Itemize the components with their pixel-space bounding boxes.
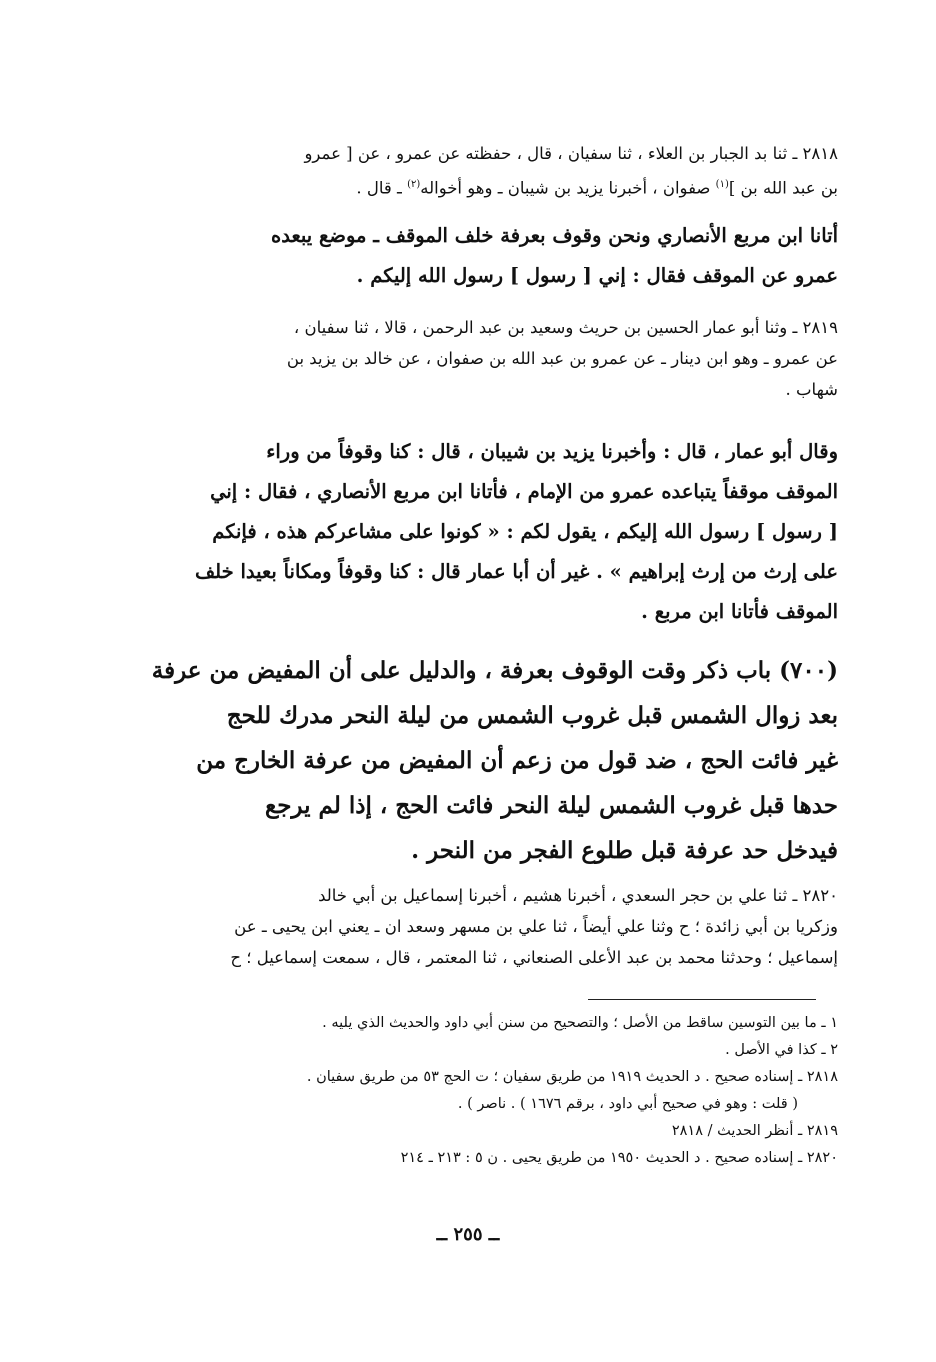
footnote: ٢ ـ كذا في الأصل .: [725, 1042, 838, 1058]
hadith-2819-matn: [166, 432, 838, 632]
footnote: ( قلت : وهو في صحيح أبي داود ، برقم ١٦٧٦ ) . ناصر ) .: [457, 1096, 798, 1112]
hadith-2819-isnad: [166, 312, 838, 405]
isnad-line: وزكريا بن أبي زائدة ؛ ح وثنا علي أيضاً ، ثنا علي بن مسهر وسعد ان ـ يعني ابن يحيى ـ عن: [234, 917, 838, 936]
matn-line: عمرو عن الموقف فقال : إني [ رسول ] رسول الله إليكم .: [356, 264, 838, 287]
isnad-fragment: صفوان ، أخبرنا يزيد بن شيبان ـ وهو أخواله: [420, 178, 716, 198]
isnad-line: عن عمرو ـ وهو ابن دينار ـ عن عمرو بن عبد الله بن صفوان ، عن خالد بن يزيد بن: [286, 349, 838, 368]
footnote: ٢٨٢٠ ـ إسناده صحيح . د الحديث ١٩٥٠ من طريق يحيى . ن ٥ : ٢١٣ ـ ٢١٤: [400, 1150, 838, 1166]
footnote: ٢٨١٨ ـ إسناده صحيح . د الحديث ١٩١٩ من طريق سفيان ؛ ت الحج ٥٣ من طريق سفيان .: [306, 1069, 838, 1085]
isnad-line: إسماعيل ؛ وحدثنا محمد بن عبد الأعلى الصنعاني ، ثنا المعتمر ، قال ، سمعت إسماعيل ؛ ح: [230, 948, 838, 967]
isnad-line: ٢٨٢٠ ـ ثنا علي بن حجر السعدي ، أخبرنا هشيم ، أخبرنا إسماعيل بن أبي خالد: [318, 886, 838, 905]
isnad-fragment: ـ قال .: [356, 178, 408, 198]
heading-line: غير فائت الحج ، ضد قول من زعم أن المفيض من عرفة الخارج من: [196, 747, 838, 774]
footnote: ٢٨١٩ ـ أنظر الحديث / ٢٨١٨: [671, 1123, 838, 1139]
hadith-2818-isnad: [166, 138, 838, 204]
matn-line: أتانا ابن مربع الأنصاري ونحن وقوف بعرفة خلف الموقف ـ موضع يبعده: [271, 224, 838, 247]
footnote: ١ ـ ما بين التوسين ساقط من الأصل ؛ والتصحيح من سنن أبي داود والحديث الذي يليه .: [322, 1015, 838, 1031]
isnad-line: ٢٨١٩ ـ وثنا أبو عمار الحسين بن حريث وسعيد بن عبد الرحمن ، قالا ، ثنا سفيان ،: [293, 318, 838, 337]
footnote-divider: [588, 999, 816, 1000]
heading-line: فيدخل حد عرفة قبل طلوع الفجر من النحر .: [411, 837, 838, 864]
isnad-line: ٢٨١٨ ـ ثنا بد الجبار بن العلاء ، ثنا سفيان ، قال ، حفظته عن عمرو ، عن [ عمرو: [304, 144, 838, 163]
isnad-line: [166, 169, 838, 204]
heading-line: (٧٠٠) باب ذكر وقت الوقوف بعرفة ، والدليل على أن المفيض من عرفة: [151, 657, 838, 684]
footnotes: [166, 1010, 838, 1172]
hadith-2818-matn: [166, 216, 838, 296]
footnote-marker: (١): [715, 179, 729, 190]
page-number: ــ ٢٥٥ ــ: [436, 1224, 500, 1245]
matn-line: وقال أبو عمار ، قال : وأخبرنا يزيد بن شيبان ، قال : كنا وقوفاً من وراء: [266, 440, 838, 463]
chapter-700-heading: [151, 648, 838, 873]
isnad-line: شهاب .: [785, 380, 838, 399]
heading-line: بعد زوال الشمس قبل غروب الشمس من ليلة النحر مدرك للحج: [226, 702, 838, 729]
matn-line: الموقف موقفاً يتباعده عمرو من الإمام ، فأتانا ابن مربع الأنصاري ، فقال : إني: [210, 480, 838, 503]
matn-line: على إرث من إرث إبراهيم » . غير أن أبا عمار قال : كنا وقوفاً ومكاناً بعيدا خلف: [194, 560, 838, 583]
matn-line: [ رسول ] رسول الله إليكم ، يقول لكم : « كونوا على مشاعركم هذه ، فإنكم: [212, 520, 838, 543]
matn-line: الموقف فأتانا ابن مربع .: [641, 600, 838, 623]
isnad-fragment: بن عبد الله بن ]: [728, 178, 838, 198]
hadith-2820-isnad: [166, 880, 838, 973]
footnote-marker: (٢): [407, 179, 421, 190]
heading-line: حدها قبل غروب الشمس ليلة النحر فائت الحج ، إذا لم يرجع: [264, 792, 838, 819]
